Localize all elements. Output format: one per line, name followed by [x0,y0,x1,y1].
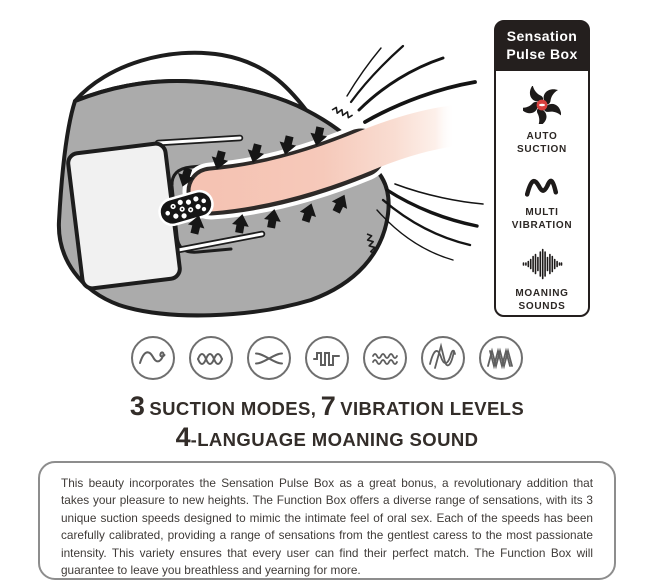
mode-icon-double-sine-wave [189,336,233,380]
suction-modes-count: 3 [129,391,145,421]
multi-vibration-wave-icon [525,174,559,200]
feature-label-moaning-sounds: MOANING SOUNDS [515,287,569,312]
feature-label-auto-suction: AUTO SUCTION [517,130,567,155]
panel-title-line2: Pulse Box [506,45,578,62]
feature-label-multi-vibration: MULTI VIBRATION [511,206,573,231]
moaning-sounds-equalizer-icon [521,247,563,281]
mode-icon-sharp-zigzag-wave [479,336,523,380]
device-cutaway-illustration [15,38,485,340]
sensation-pulse-box-panel [494,20,590,317]
language-count: 4 [175,422,191,452]
headline-line2: 4-LANGUAGE MOANING SOUND [175,422,479,452]
device-cutaway-svg [15,38,485,340]
headline-line1: 3 SUCTION MODES, 7 VIBRATION LEVELS [129,391,525,421]
mode-icon-mixed-wave-spike [421,336,465,380]
panel-title [495,21,589,71]
description-box [38,461,616,580]
description-text: This beauty incorporates the Sensation Pulse Box as a great bonus, a revolutionary addition that takes your pleasure to new heights. The Function Box offers a diverse range of sensations, with its 3 unique suction speeds designed to mimic the intimate feel of oral sex. Each of the speeds has been carefully calibrated, providing a range of sensations from the gentlest caress to the most passionate intensity. This variety ensures that every user can find their perfect match. The Function Box will guarantee to leave you breathless and yearning for more. [61,476,593,578]
headline [0,393,654,455]
mode-icon-square-pulse-wave [305,336,349,380]
mode-icons-row [0,336,654,380]
auto-suction-swirl-icon [523,86,561,124]
mode-icon-crossing-waves [247,336,291,380]
mode-icon-ripple-waves [363,336,407,380]
vibration-levels-count: 7 [320,391,336,421]
panel-title-line1: Sensation [506,28,578,44]
mode-icon-sine-wave-curl [131,336,175,380]
